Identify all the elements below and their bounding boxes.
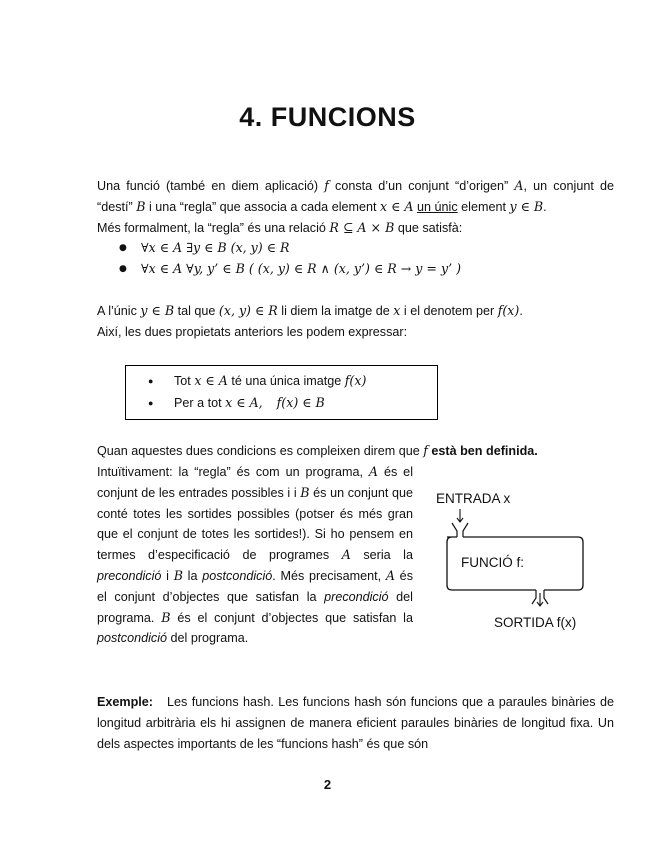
properties-box [125, 365, 438, 420]
intro-paragraph: Una funció (també en diem aplicació) f consta d’un conjunt “d’origen” A, un conjunt de “destí” B i una “regla” que associa a cada element x ∈ A un únic element y ∈ B. Més formalment, la “regla” és una relació R ⊆ A × B que satisfà: ● ∀x ∈ A ∃y ∈ B (x, y) ∈ R ● ∀x ∈ A ∀y, y’ ∈ B ( (x, y) ∈ R ∧ (x, y’) ∈ R → y = y’ ) [97, 176, 614, 280]
image-paragraph: A l’únic y ∈ B tal que (x, y) ∈ R li diem la imatge de x i el denotem per f(x). Així, les dues propietats anteriors les podem expressar: [97, 303, 523, 339]
input-funnel [452, 523, 468, 537]
well-defined-paragraph: Quan aquestes dues condicions es compleixen direm que f està ben definida. [97, 443, 538, 458]
function-label: FUNCIÓ f: [461, 555, 524, 570]
list-item: ● ∀x ∈ A ∃y ∈ B (x, y) ∈ R [119, 238, 614, 259]
output-label: SORTIDA f(x) [494, 615, 577, 630]
input-label: ENTRADA x [436, 491, 511, 506]
definition-bullets [97, 238, 614, 280]
property-row: ● Tot x ∈ A té una única imatge f(x) [148, 370, 437, 392]
intuition-paragraph: Intuïtivament: la “regla” és com un programa, A és el conjunt de les entrades possibles i i B és un conjunt que conté totes les sortides possibles (potser és més gran que el conjunt de totes les sortides!). Si ho pensem en termes d’especificació de programes A seria la precondició i B la postcondició. Més precisament, A és el conjunt d’objectes que satisfan la precondició del programa. B és el conjunt d’objectes que satisfan la postcondició del programa. [97, 464, 413, 646]
list-item: ● ∀x ∈ A ∀y, y’ ∈ B ( (x, y) ∈ R ∧ (x, y’) ∈ R → y = y’ ) [119, 259, 614, 280]
property-row: ● Per a tot x ∈ A, f(x) ∈ B [148, 392, 437, 414]
function-diagram [430, 485, 605, 635]
page-number: 2 [323, 777, 332, 792]
example-paragraph: Exemple: Les funcions hash. Les funcions hash són funcions que a paraules binàries de longitud arbitrària els hi assignen de manera eficient paraules binàries de longitud fixa. Un dels aspectes importants de les “funcions hash” és que són [97, 695, 614, 751]
example-label: Exemple: [97, 695, 153, 709]
formal-definition: Més formalment, la “regla” és una relació R ⊆ A × B que satisfà: [97, 219, 463, 235]
section-title: 4. FUNCIONS [239, 102, 416, 132]
